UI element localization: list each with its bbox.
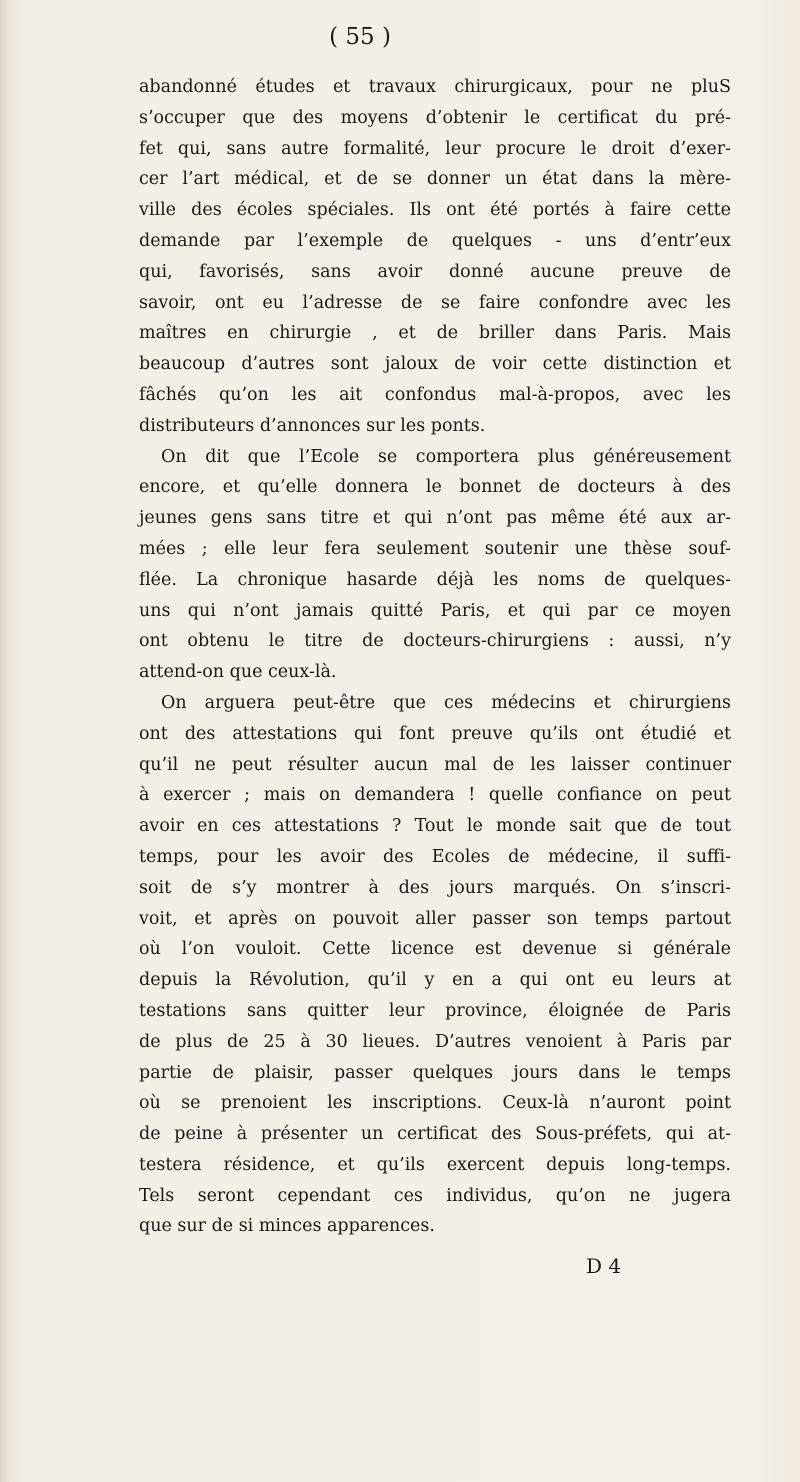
text-line: de peine à présenter un certificat des Sous-préfets, qui at- (139, 1124, 731, 1145)
text-line: fet qui, sans autre formalité, leur procure le droit d’exer- (139, 138, 731, 159)
text-line: temps, pour les avoir des Ecoles de médecine, il suffi- (139, 846, 731, 867)
text-line: flée. La chronique hasarde déjà les noms de quelques- (139, 569, 731, 590)
text-line: abandonné études et travaux chirurgicaux, pour ne pluS (139, 77, 731, 97)
text-line: qu’il ne peut résulter aucun mal de les laisser continuer (139, 754, 731, 775)
text-line: distributeurs d’annonces sur les ponts. (139, 415, 486, 436)
text-line: depuis la Révolution, qu’il y en a qui ont eu leurs at (139, 970, 731, 991)
text-line: s’occuper que des moyens d’obtenir le certificat du pré- (139, 107, 731, 128)
text-line: de plus de 25 à 30 lieues. D’autres venoient à Paris par (139, 1031, 731, 1052)
text-line: voit, et après on pouvoit aller passer son temps partout (139, 908, 731, 929)
text-line: uns qui n’ont jamais quitté Paris, et qui par ce moyen (139, 600, 731, 621)
text-line: cer l’art médical, et de se donner un état dans la mère- (139, 169, 731, 190)
text-line: avoir en ces attestations ? Tout le monde sait que de tout (139, 816, 731, 837)
text-line: demande par l’exemple de quelques - uns d’entr’eux (139, 230, 731, 251)
text-line: que sur de si minces apparences. (139, 1216, 435, 1237)
text-line: On arguera peut-être que ces médecins et chirurgiens (161, 692, 731, 713)
text-line: beaucoup d’autres sont jaloux de voir cette distinction et (139, 354, 731, 375)
text-line: testations sans quitter leur province, éloignée de Paris (139, 1000, 731, 1021)
text-line: ville des écoles spéciales. Ils ont été portés à faire cette (139, 200, 731, 221)
text-line: où l’on vouloit. Cette licence est devenue si générale (139, 939, 731, 960)
text-line: ont obtenu le titre de docteurs-chirurgiens : aussi, n’y (139, 631, 731, 652)
text-line: On dit que l’Ecole se comportera plus généreusement (161, 446, 731, 467)
text-line: qui, favorisés, sans avoir donné aucune preuve de (139, 261, 731, 282)
text-line: soit de s’y montrer à des jours marqués. On s’inscri- (139, 877, 731, 898)
text-line: attend-on que ceux-là. (139, 662, 337, 683)
text-line: savoir, ont eu l’adresse de se faire confondre avec les (139, 292, 731, 313)
text-line: où se prenoient les inscriptions. Ceux-là n’auront point (139, 1093, 731, 1114)
body-text (139, 72, 731, 1242)
text-line: encore, et qu’elle donnera le bonnet de docteurs à des (139, 477, 731, 498)
text-line: ont des attestations qui font preuve qu’ils ont étudié et (139, 723, 731, 744)
signature-mark: D 4 (586, 1254, 622, 1278)
text-line: fâchés qu’on les ait confondus mal-à-propos, avec les (139, 384, 731, 405)
text-line: Tels seront cependant ces individus, qu’on ne jugera (139, 1185, 731, 1206)
page-number: ( 55 ) (329, 24, 391, 50)
text-line: mées ; elle leur fera seulement soutenir une thèse souf- (139, 538, 731, 559)
text-line: testera résidence, et qu’ils exercent depuis long-temps. (139, 1154, 731, 1175)
text-line: partie de plaisir, passer quelques jours dans le temps (139, 1062, 731, 1083)
text-line: maîtres en chirurgie , et de briller dans Paris. Mais (139, 323, 731, 344)
text-line: jeunes gens sans titre et qui n’ont pas même été aux ar- (139, 508, 731, 529)
text-line: à exercer ; mais on demandera ! quelle confiance on peut (139, 785, 731, 806)
